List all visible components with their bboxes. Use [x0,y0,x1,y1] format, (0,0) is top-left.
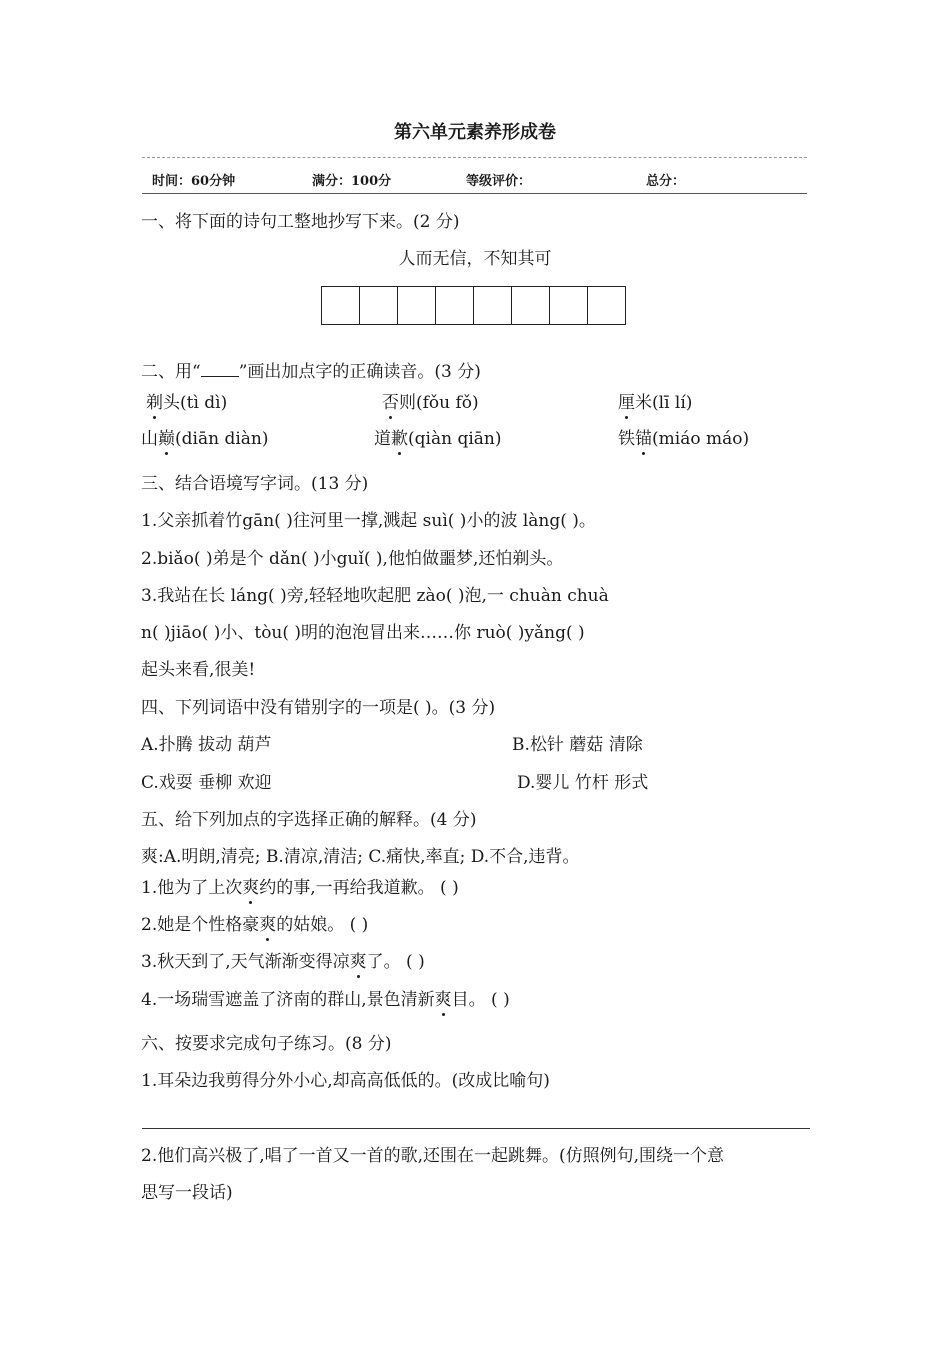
q2-item: 山巅(diān diàn) [141,429,269,449]
meta-full-score: 满分：100分 [312,174,392,189]
writing-box[interactable] [360,287,398,324]
q3-line: 起头来看,很美! [141,660,256,680]
q6-item-1: 1.耳朵边我剪得分外小心,却高高低低的。(改成比喻句) [141,1071,550,1091]
meta-grade: 等级评价： [466,174,532,189]
dotted-char: 巅 [158,429,175,449]
q3-heading: 三、结合语境写字词。(13 分) [141,474,369,494]
q1-writing-grid [321,286,626,325]
dotted-char: 锚 [635,429,652,449]
q2-item: 剃头(tì dì) [146,393,228,413]
meta-total: 总分： [646,174,686,189]
dotted-char: 厘 [618,393,635,413]
q4-heading: 四、下列词语中没有错别字的一项是( )。(3 分) [141,698,496,718]
q3-line: n( )jiāo( )小、tòu( )明的泡泡冒出来……你 ruò( )yǎng( ) [141,623,585,643]
q2-heading-pre: 二、用“ [141,362,201,382]
underline-sample [201,362,239,377]
dotted-char: 歉 [391,429,408,449]
writing-box[interactable] [436,287,474,324]
q4-option-b: B.松针 蘑菇 清除 [512,735,643,755]
q5-item: 3.秋天到了,天气渐渐变得凉爽了。 ( ) [141,952,425,972]
q2-heading-post: ”画出加点字的正确读音。(3 分) [238,362,481,382]
q6-item-2-line-1: 2.他们高兴极了,唱了一首又一首的歌,还围在一起跳舞。(仿照例句,围绕一个意 [141,1146,725,1166]
q2-item: 铁锚(miáo máo) [618,429,750,449]
dotted-char: 剃 [146,393,163,413]
dotted-char: 否 [382,393,399,413]
q5-heading: 五、给下列加点的字选择正确的解释。(4 分) [141,810,477,830]
q5-item: 1.他为了上次爽约的事,一再给我道歉。 ( ) [141,878,459,898]
meta-time: 时间：60分钟 [152,174,236,189]
q2-heading [141,361,481,383]
q4-option-d: D.婴儿 竹杆 形式 [517,773,649,793]
q3-line: 2.biǎo( )弟是个 dǎn( )小guǐ( ),他怕做噩梦,还怕剃头。 [141,549,564,569]
q1-poem: 人而无信，不知其可 [398,249,552,269]
dotted-char: 爽 [349,952,367,972]
q2-item: 道歉(qiàn qiān) [374,429,502,449]
header-dashed-divider [142,157,807,158]
q6-heading: 六、按要求完成句子练习。(8 分) [141,1034,392,1054]
answer-line[interactable] [142,1128,810,1129]
dotted-char: 爽 [242,878,260,898]
dotted-char: 爽 [259,915,277,935]
q1-heading: 一、将下面的诗句工整地抄写下来。(2 分) [141,212,460,232]
q3-line: 3.我站在长 láng( )旁,轻轻地吹起肥 zào( )泡,一 chuàn chuà [141,586,609,606]
q4-option-c: C.戏耍 垂柳 欢迎 [141,773,272,793]
writing-box[interactable] [474,287,512,324]
q5-item: 4.一场瑞雪遮盖了济南的群山,景色清新爽目。 ( ) [141,990,510,1010]
q3-line: 1.父亲抓着竹gān( )往河里一撑,溅起 suì( )小的波 làng( )。 [141,511,596,531]
q5-item: 2.她是个性格豪爽的姑娘。 ( ) [141,915,369,935]
writing-box[interactable] [512,287,550,324]
q2-item: 否则(fǒu fǒ) [382,393,479,413]
writing-box[interactable] [550,287,588,324]
q4-option-a: A.扑腾 拔动 葫芦 [141,735,272,755]
header-solid-divider [142,193,807,194]
writing-box[interactable] [322,287,360,324]
q2-item: 厘米(lī lí) [618,393,693,413]
writing-box[interactable] [398,287,436,324]
writing-box[interactable] [588,287,625,324]
dotted-char: 爽 [434,990,452,1010]
page-title: 第六单元素养形成卷 [394,122,556,143]
q5-definitions: 爽:A.明朗,清亮; B.清凉,清洁; C.痛快,率直; D.不合,违背。 [141,847,580,867]
q6-item-2-line-2: 思写一段话) [141,1183,233,1203]
